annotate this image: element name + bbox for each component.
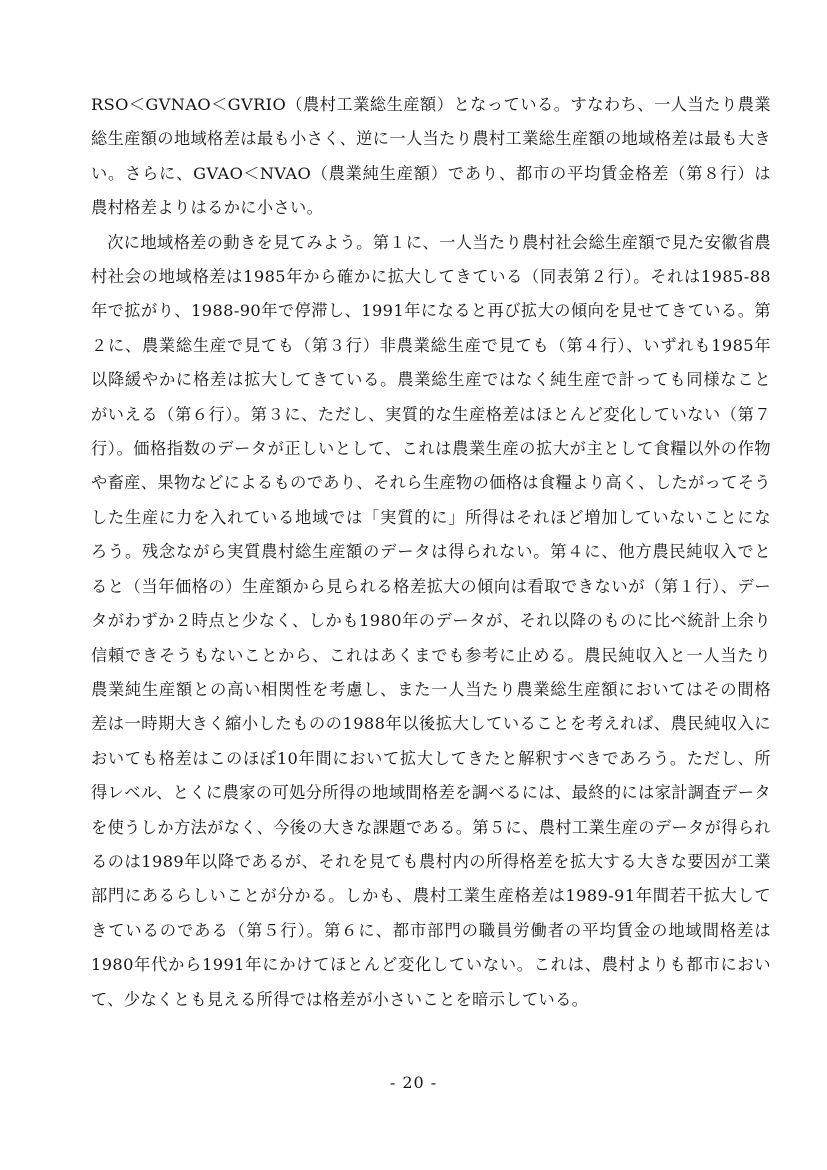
paragraph-2: 次に地域格差の動きを見てみよう。第１に、一人当たり農村社会総生産額で見た安徽省農村社会の地域格差は1985年から確かに拡大してきている（同表第２行）。それは1985-88年で拡がり、1988-90年で停滞し、1991年になると再び拡大の傾向を見せてきている。第２に、農業総生産で見ても（第３行）非農業総生産で見ても（第４行）、いずれも1985年以降緩やかに格差は拡大してきている。農業総生産ではなく純生産で計っても同様なことがいえる（第６行）。第３に、ただし、実質的な生産格差はほとんど変化していない（第７行）。価格指数のデータが正しいとして、これは農業生産の拡大が主として食糧以外の作物や畜産、果物などによるものであり、それら生産物の価格は食糧より高く、したがってそうした生産に力を入れている地域では「実質的に」所得はそれほど増加していないことになろう。残念ながら実質農村総生産額のデータは得られない。第４に、他方農民純収入でとると（当年価格の）生産額から見られる格差拡大の傾向は看取できないが（第１行）、データがわずか２時点と少なく、しかも1980年のデータが、それ以降のものに比べ統計上余り信頼できそうもないことから、これはあくまでも参考に止める。農民純収入と一人当たり農業純生産額との高い相関性を考慮し、また一人当たり農業総生産額においてはその間格差は一時期大きく縮小したものの1988年以後拡大していることを考えれば、農民純収入においても格差はこのほぼ10年間において拡大してきたと解釈すべきであろう。ただし、所得レベル、とくに農家の可処分所得の地域間格差を調べるには、最終的には家計調査データを使うしか方法がなく、今後の大きな課題である。第５に、農村工業生産のデータが得られるのは1989年以降であるが、それを見ても農村内の所得格差を拡大する大きな要因が工業部門にあるらしいことが分かる。しかも、農村工業生産格差は1989-91年間若干拡大してきているのである（第５行）。第６に、都市部門の職員労働者の平均賃金の地域間格差は1980年代から1991年にかけてほとんど変化していない。これは、農村よりも都市において、少なくとも見える所得では格差が小さいことを暗示している。 <box>91 232 771 1009</box>
body-text <box>91 88 771 1017</box>
page-number: - 20 - <box>389 1073 438 1092</box>
paragraph-1: RSO＜GVNAO＜GVRIO（農村工業総生産額）となっている。すなわち、一人当たり農業総生産額の地域格差は最も小さく、逆に一人当たり農村工業総生産額の地域格差は最も大きい。さらに、GVAO＜NVAO（農業純生産額）であり、都市の平均賃金格差（第８行）は農村格差よりはるかに小さい。 <box>91 95 771 218</box>
